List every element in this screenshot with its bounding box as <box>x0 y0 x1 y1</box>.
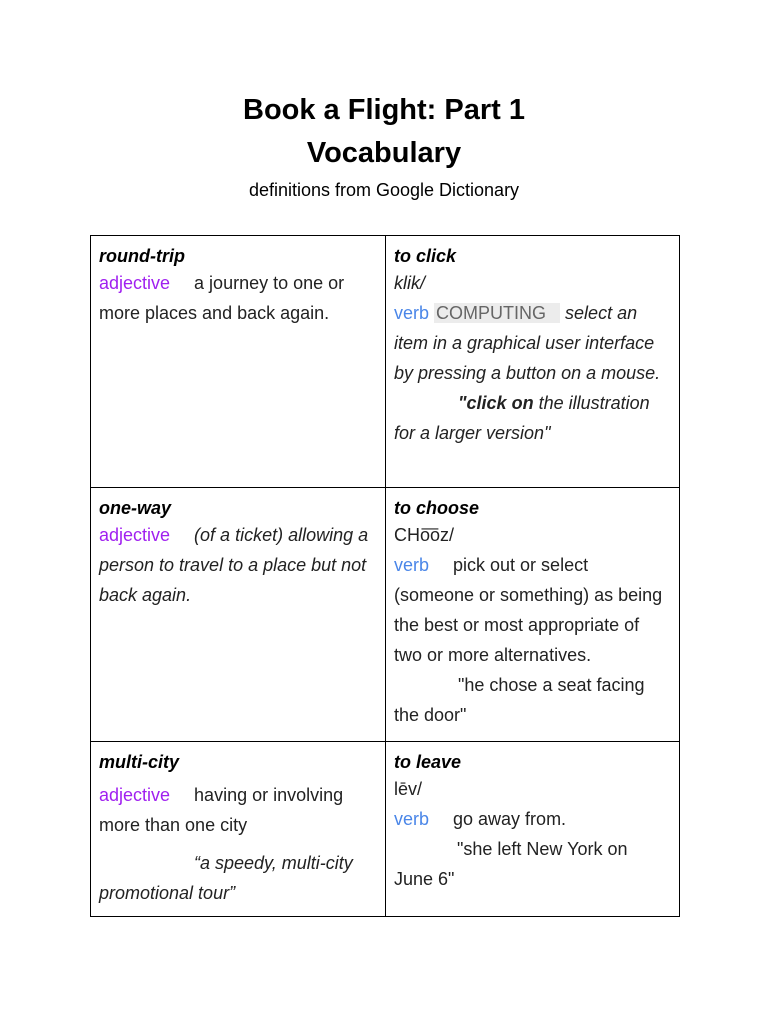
example: "she left New York on June 6" <box>394 839 628 889</box>
part-of-speech: adjective <box>99 525 171 545</box>
page-subtitle-heading: Vocabulary <box>306 137 462 169</box>
pronunciation: CHo͞oz/ <box>394 525 455 545</box>
part-of-speech: adjective <box>99 273 171 293</box>
term: to click <box>394 246 457 266</box>
term: to leave <box>394 752 462 772</box>
table-row <box>91 488 680 742</box>
vocab-cell-to-leave <box>386 742 680 917</box>
definition: pick out or select (someone or something) as being the best or most appropriate of two or more alternatives. <box>394 555 663 665</box>
term: one-way <box>99 498 172 518</box>
vocab-cell-round-trip <box>91 236 386 488</box>
source-note: definitions from Google Dictionary <box>248 180 520 200</box>
example-keyword: "click on <box>458 393 534 413</box>
page-title: Book a Flight: Part 1 <box>243 94 525 126</box>
table-row <box>91 742 680 917</box>
vocab-cell-to-choose <box>386 488 680 742</box>
example: "he chose a seat facing the door" <box>394 675 645 725</box>
term: round-trip <box>99 246 185 266</box>
term: to choose <box>394 498 480 518</box>
definition: having or involving more than one city <box>99 785 344 835</box>
definition: select an item in a graphical user interface by pressing a button on a mouse. <box>394 303 661 383</box>
example: the illustration for a larger version" <box>394 393 650 443</box>
example: “a speedy, multi-city promotional tour” <box>99 853 353 903</box>
vocab-cell-multi-city <box>91 742 386 917</box>
term: multi-city <box>99 752 180 772</box>
subject-tag: COMPUTING <box>434 303 560 323</box>
part-of-speech: verb <box>394 303 430 323</box>
definition: (of a ticket) allowing a person to travel to a place but not back again. <box>99 525 369 605</box>
definition: a journey to one or more places and back again. <box>99 273 345 323</box>
table-row <box>91 236 680 488</box>
vocab-cell-to-click <box>386 236 680 488</box>
definition: go away from. <box>453 809 567 829</box>
vocabulary-table <box>90 235 680 917</box>
part-of-speech: verb <box>394 809 430 829</box>
pronunciation: lēv/ <box>394 779 423 799</box>
vocab-cell-one-way <box>91 488 386 742</box>
part-of-speech: verb <box>394 555 430 575</box>
part-of-speech: adjective <box>99 785 171 805</box>
pronunciation: klik/ <box>394 273 425 293</box>
